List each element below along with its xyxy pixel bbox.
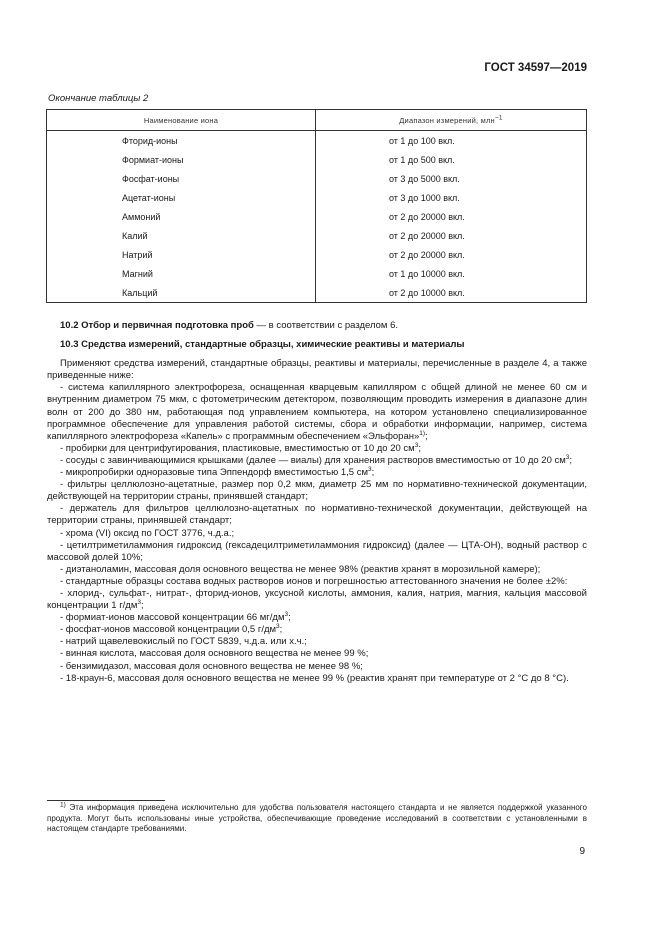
ion-name-cell: Фосфат-ионы — [47, 169, 316, 188]
table-row — [47, 169, 587, 188]
item-phosphate-standard-text: - фосфат-ионов массовой концентрации 0,5 г/дм — [60, 624, 277, 636]
measurement-range-cell: от 2 до 10000 вкл. — [316, 283, 587, 303]
ion-name-cell: Аммоний — [47, 207, 316, 226]
ion-name-cell: Формиат-ионы — [47, 150, 316, 169]
ion-range-table — [46, 109, 587, 303]
item-standard-samples: - стандартные образцы состава водных растворов ионов и погрешностью аттестованного значения не более ±2%: — [60, 575, 568, 587]
table-caption: Окончание таблицы 2 — [48, 93, 149, 104]
footnote — [47, 803, 587, 835]
item-ctab: - цетилтриметиламмония гидроксид (гексадецилтриметиламмония гидроксид) (далее — ЦТА-ОН), водный раствор с массовой долей 10%; — [47, 539, 587, 563]
section-10-3-heading: 10.3 Средства измерений, стандартные образцы, химические реактивы и материалы — [60, 339, 465, 351]
item-microtubes-text: - микропробирки одноразовые типа Эппендорф вместимостью 1,5 см — [60, 467, 369, 479]
measurement-range-cell: от 2 до 20000 вкл. — [316, 226, 587, 245]
standard-number: ГОСТ 34597—2019 — [484, 62, 587, 74]
exponent: 3 — [276, 623, 280, 631]
ion-name-cell: Калий — [47, 226, 316, 245]
table-row — [47, 283, 587, 303]
item-vials-text: - сосуды с завинчивающимися крышками (далее — виалы) для хранения растворов вместимостью от 10 до 20 см — [60, 454, 566, 466]
ion-name-cell: Натрий — [47, 245, 316, 264]
item-microtubes-end: ; — [371, 467, 375, 479]
measurement-range-cell: от 1 до 500 вкл. — [316, 150, 587, 169]
table-row — [47, 245, 587, 264]
paragraph-intro: Применяют средства измерений, стандартные образцы, реактивы и материалы, перечисленные в разделе 4, а также приведенные ниже: — [47, 358, 587, 382]
ion-name-cell: Фторид-ионы — [47, 131, 316, 151]
ion-name-cell: Магний — [47, 264, 316, 283]
item-phosphate-standard-end: ; — [279, 624, 283, 636]
ion-name-cell: Ацетат-ионы — [47, 188, 316, 207]
section-10-2-heading: 10.2 Отбор и первичная подготовка проб — [60, 320, 254, 331]
item-diethanolamine: - диэтаноламин, массовая доля основного вещества не менее 98% (реактив хранят в морозильной камере); — [60, 563, 541, 575]
column-header-range-text: Диапазон измерений, млн — [399, 115, 495, 125]
measurement-range-cell: от 3 до 1000 вкл. — [316, 188, 587, 207]
column-header-ion: Наименование иона — [47, 110, 316, 131]
table-header-row — [47, 110, 587, 131]
item-ce-system — [47, 382, 587, 442]
item-sodium-oxalate: - натрий щавелевокислый по ГОСТ 5839, ч.д.а. или х.ч.; — [60, 636, 307, 648]
exponent: 3 — [284, 611, 289, 618]
table-row — [47, 264, 587, 283]
item-filters: - фильтры целлюлозно-ацетатные, размер пор 0,2 мкм, диаметр 25 мм по нормативно-технической документации, действующей на территории страны, принявшей стандарт; — [47, 479, 587, 503]
page-number: 9 — [579, 846, 585, 857]
exponent: 3 — [137, 598, 141, 606]
footnote-marker: 1) — [60, 801, 66, 809]
item-ce-system-end: ; — [425, 430, 428, 442]
table-row — [47, 207, 587, 226]
item-phosphate-standard — [47, 624, 587, 636]
item-formate-standard — [47, 612, 587, 624]
exponent: 3 — [565, 453, 570, 461]
item-tubes — [47, 443, 587, 455]
item-chromium-oxide: - хрома (VI) оксид по ГОСТ 3776, ч.д.а.; — [60, 527, 235, 539]
measurement-range-cell: от 1 до 10000 вкл. — [316, 264, 587, 283]
item-ion-standards-end: ; — [141, 600, 144, 612]
section-10-3 — [60, 339, 587, 351]
item-vials — [47, 455, 587, 467]
table-row — [47, 131, 587, 151]
footnote-text: Эта информация приведена исключительно для удобства пользователя настоящего стандарта и не является поддержкой указанного продукта. Могут быть использованы иные устройства, обеспечивающие проведение исследований в соответствии с установленными в настоящем стандарте требованиями. — [47, 803, 587, 833]
item-ion-standards-text: - хлорид-, сульфат-, нитрат-, фторид-ионов, уксусной кислоты, аммония, калия, натрия, магния, кальция массовой концентрации 1 г/дм — [47, 587, 587, 612]
column-header-range — [316, 110, 587, 131]
item-ce-system-text: - система капиллярного электрофореза, оснащенная кварцевым капилляром с общей длиной не менее 60 см и внутренним диаметром 75 мкм, с фотометрическим детектором, позволяющим проводить измерения в диапазоне длин волн от 200 до 380 нм, работающая под управлением компьютера, на котором установлено специализированное программное обеспечение для управления работой системы, сбора и обработки информации, например, система капиллярного электрофореза «Капель» с программным обеспечением «Эльфоран» — [47, 382, 587, 442]
footnote-ref: 1) — [419, 429, 426, 437]
ion-name-cell: Кальций — [47, 283, 316, 303]
measurement-range-cell: от 2 до 20000 вкл. — [316, 245, 587, 264]
section-10-2-text: — в соответствии с разделом 6. — [253, 320, 399, 331]
item-18-crown-6: - 18-краун-6, массовая доля основного вещества не менее 99 % (реактив хранят при температуре от 2 °С до 8 °С). — [60, 672, 569, 684]
section-10-2 — [60, 320, 587, 332]
exponent: 3 — [414, 441, 419, 449]
measurement-range-cell: от 3 до 5000 вкл. — [316, 169, 587, 188]
item-filter-holder: - держатель для фильтров целлюлозно-ацетатных по нормативно-технической документации, действующей на территории страны, принявшей стандарт; — [47, 503, 587, 527]
item-ion-standards — [47, 588, 587, 612]
exponent: 3 — [368, 465, 372, 473]
item-tartaric-acid: - винная кислота, массовая доля основного вещества не менее 99 %; — [60, 648, 369, 660]
item-vials-end: ; — [569, 454, 573, 466]
item-benzimidazole: - бензимидазол, массовая доля основного вещества не менее 98 %; — [60, 660, 363, 672]
table-row — [47, 150, 587, 169]
item-formate-standard-end: ; — [288, 612, 291, 624]
item-formate-standard-text: - формиат-ионов массовой концентрации 66 мг/дм — [60, 612, 285, 624]
item-tubes-text: - пробирки для центрифугирования, пластиковые, вместимостью от 10 до 20 см — [60, 442, 415, 454]
measurement-range-cell: от 1 до 100 вкл. — [316, 131, 587, 151]
column-header-range-exponent: −1 — [494, 114, 503, 121]
measurement-range-cell: от 2 до 20000 вкл. — [316, 207, 587, 226]
table-row — [47, 188, 587, 207]
item-microtubes — [47, 467, 587, 479]
table-row — [47, 226, 587, 245]
body-text — [47, 320, 587, 685]
item-tubes-end: ; — [418, 442, 421, 454]
